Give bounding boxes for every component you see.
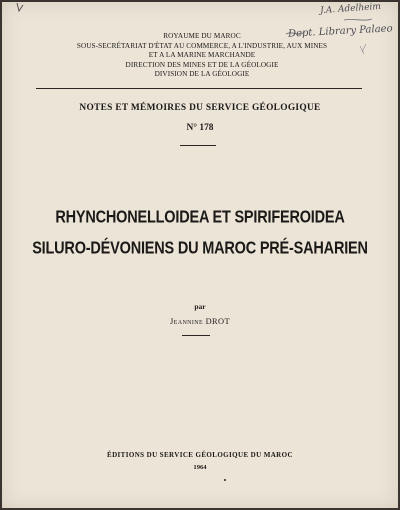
handwritten-note: Dept. Library Palaeo: [287, 23, 393, 40]
author-name: [2, 317, 398, 326]
header-line: DIRECTION DES MINES ET DE LA GÉOLOGIE: [125, 60, 279, 69]
ink-dot: [224, 479, 226, 481]
document-title-line-1: RHYNCHONELLOIDEA ET SPIRIFEROIDEA: [55, 208, 345, 228]
handwritten-signature: J.A. Adelheim: [319, 1, 382, 17]
series-number: N° 178: [186, 123, 214, 133]
author-last-name: DROT: [205, 317, 231, 326]
header-line: ROYAUME DU MAROC: [163, 32, 241, 40]
author-first-name: Jeannine: [169, 317, 204, 326]
header-line: ET A LA MARINE MARCHANDE: [148, 51, 256, 60]
by-label: par: [194, 302, 206, 311]
series-title: NOTES ET MÉMOIRES DU SERVICE GÉOLOGIQUE: [79, 103, 321, 113]
document-page: [2, 2, 398, 508]
publisher-line: ÉDITIONS DU SERVICE GÉOLOGIQUE DU MAROC: [107, 451, 293, 459]
header-divider: [36, 88, 362, 89]
header-line: DIVISION DE LA GÉOLOGIE: [154, 70, 250, 79]
document-title-line-2: SILURO-DÉVONIENS DU MAROC PRÉ-SAHARIEN: [32, 239, 368, 259]
author-divider: [182, 335, 210, 336]
series-divider: [180, 145, 216, 146]
publication-year: 1964: [193, 464, 207, 471]
pencil-tick-mark: [14, 2, 28, 14]
header-line: SOUS-SECRÉTARIAT D'ÉTAT AU COMMERCE, A L'INDUSTRIE, AUX MINES: [76, 41, 328, 50]
issuing-authority: [38, 32, 366, 80]
